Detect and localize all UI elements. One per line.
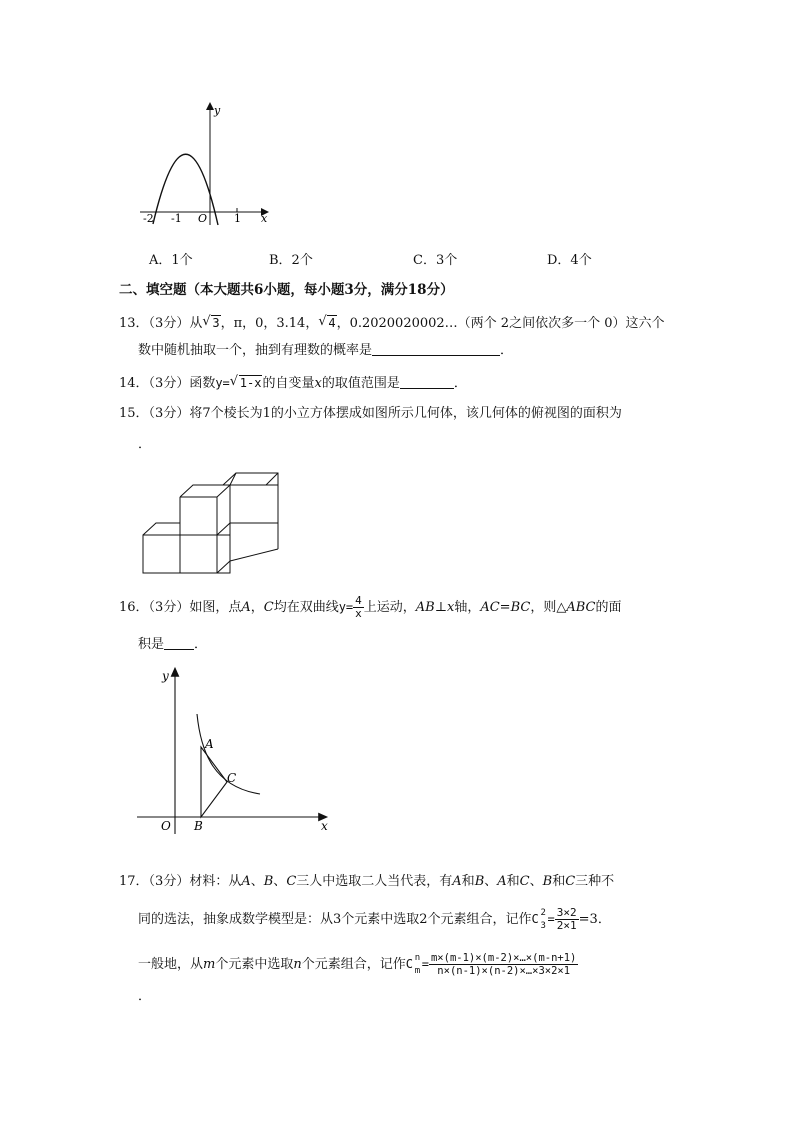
q16-axis: 轴，	[454, 600, 481, 615]
point-a-label: A	[205, 737, 214, 751]
q16-ab: AB	[415, 600, 435, 615]
q17-line2-prefix: 同的选法，抽象成数学模型是：从3个元素中选取2个元素组合，记作	[138, 912, 532, 927]
q17-comma1: 、	[484, 874, 498, 889]
question-15-line-1: 15．（3分）将7个棱长为1的小立方体摆成如图所示几何体，该几何体的俯视图的面积为	[119, 406, 622, 421]
answer-blank-14[interactable]	[400, 375, 454, 389]
fraction-3x2-over-2x1: $\frac{3\times 2}{2\times 1}$	[556, 906, 577, 932]
parabola-curve	[153, 154, 218, 225]
question-17-line-4: ．	[138, 989, 152, 1004]
q17-a: A	[241, 874, 251, 889]
q16-mid2: 上运动，	[363, 600, 416, 615]
option-c[interactable]: C．3个	[413, 253, 458, 268]
tick-label-minus1: -1	[171, 212, 182, 225]
question-17-line-2	[138, 907, 611, 932]
question-13-line-1	[119, 314, 664, 333]
triangle-abc	[201, 747, 227, 817]
q17-prefix: 17．（3分）材料：从	[119, 874, 242, 889]
q13-suffix: ，0.2020020002…（两个 2之间依次多一个 0）这六个	[336, 316, 665, 331]
q17-d2: 、	[273, 874, 287, 889]
q14-suffix: 的自变量	[262, 376, 315, 391]
q13-prefix: 13．（3分）从	[119, 316, 203, 331]
q17-m: m	[203, 957, 216, 972]
origin-label: O	[198, 212, 208, 225]
answer-blank-13[interactable]	[372, 342, 500, 356]
q17-c: C	[286, 874, 297, 889]
q17-and2: 和	[506, 874, 520, 889]
q17-a3: A	[497, 874, 507, 889]
q16-eq: AC=BC	[480, 600, 531, 615]
hyperbola-figure	[135, 662, 335, 837]
q13-line2: 数中随机抽取一个，抽到有理数的概率是	[138, 343, 373, 358]
question-16-line-1	[119, 595, 621, 620]
section-title: 二、填空题（本大题共6小题，每小题3分，满分18分）	[119, 282, 454, 298]
q17-c2: C	[519, 874, 530, 889]
q17-n: n	[293, 957, 302, 972]
sqrt-4: √ 4	[318, 314, 336, 330]
q14-func-lhs: y=	[215, 376, 230, 390]
q16-line2: 积是	[138, 637, 165, 652]
q13-mid: ，π，0，3.14，	[220, 316, 319, 331]
question-15-line-2: ．	[138, 437, 152, 452]
parabola-figure	[135, 100, 275, 230]
q17-mid: 三人中选取二人当代表，有	[296, 874, 453, 889]
cube-middle-right	[230, 511, 278, 561]
q17-line3-prefix: 一般地，从	[138, 957, 204, 972]
fraction-general-combination: $\frac{m\times(m-1)\times(m-2)\times\dots\times(m-n+1)}{n\times(n-1)\times(n-2)\times\dots\times 3\times 2\times 1}$	[430, 952, 577, 977]
cube-front-right	[217, 523, 230, 573]
cube-top-right	[223, 473, 278, 523]
y-axis-label: y	[162, 669, 169, 683]
q16-end: 的面	[595, 600, 622, 615]
q16-func-lhs: y=	[338, 600, 354, 614]
y-axis-label: y	[214, 104, 221, 117]
q17-b3: B	[542, 874, 553, 889]
cubes-figure	[138, 465, 288, 580]
q16-point-c: C	[263, 600, 274, 615]
question-13-line-2	[138, 342, 513, 360]
q13-end: ．	[500, 343, 514, 358]
q17-eq2: =	[421, 957, 429, 971]
q17-c3: C	[565, 874, 576, 889]
sqrt-3: √ 3	[202, 314, 220, 330]
q16-mid: 均在双曲线	[273, 600, 339, 615]
q17-and3: 和	[552, 874, 566, 889]
q14-var: x	[314, 376, 322, 391]
q16-prefix: 16．（3分）如图，点	[119, 600, 242, 615]
combination-cmn: C n m	[405, 953, 421, 976]
cube-front-left	[143, 523, 180, 573]
q16-abc: ABC	[566, 600, 596, 615]
q17-result: =3．	[578, 912, 611, 927]
tick-label-minus2: -2	[143, 212, 154, 225]
option-b[interactable]: B．2个	[269, 253, 313, 268]
q17-and1: 和	[461, 874, 475, 889]
q17-line3-mid2: 个元素组合，记作	[301, 957, 406, 972]
origin-label: O	[161, 819, 171, 833]
fraction-4-over-x: $\frac{4}{x}$	[355, 594, 362, 620]
point-c-label: C	[227, 771, 237, 785]
combination-c32: C 2 3	[531, 908, 546, 931]
answer-blank-16[interactable]	[164, 636, 194, 650]
q17-b: B	[263, 874, 274, 889]
q17-comma2: 、	[529, 874, 543, 889]
q16-x: x	[446, 600, 455, 615]
q17-line1-end: 三种不	[575, 874, 615, 889]
cube-top-left	[180, 485, 230, 535]
cube-front-middle	[180, 535, 217, 573]
q16-then: ，则△	[530, 600, 567, 615]
question-17-line-1	[119, 873, 614, 891]
q14-suffix2: 的取值范围是	[321, 376, 400, 391]
sqrt-1-minus-x: √ 1-x	[229, 374, 262, 390]
x-axis-label: x	[321, 819, 328, 833]
question-17-line-3	[138, 952, 578, 977]
question-14	[119, 374, 467, 393]
tick-label-1: 1	[234, 212, 241, 225]
q17-d1: 、	[250, 874, 264, 889]
x-axis-label: x	[261, 212, 268, 225]
q17-a2: A	[452, 874, 462, 889]
q14-end: ．	[453, 376, 467, 391]
q17-b2: B	[474, 874, 485, 889]
q17-line3-mid: 个元素中选取	[215, 957, 294, 972]
q16-end2: ．	[194, 637, 208, 652]
q16-perp: ⊥	[434, 600, 447, 615]
q16-point-a: A	[241, 600, 251, 615]
q17-eq: =	[547, 912, 555, 926]
q16-sep: ，	[250, 600, 264, 615]
option-d[interactable]: D．4个	[547, 253, 592, 268]
point-b-label: B	[194, 819, 203, 833]
question-16-line-2	[138, 636, 207, 654]
q14-prefix: 14．（3分）函数	[119, 376, 216, 391]
option-a[interactable]: A．1个	[149, 253, 193, 268]
